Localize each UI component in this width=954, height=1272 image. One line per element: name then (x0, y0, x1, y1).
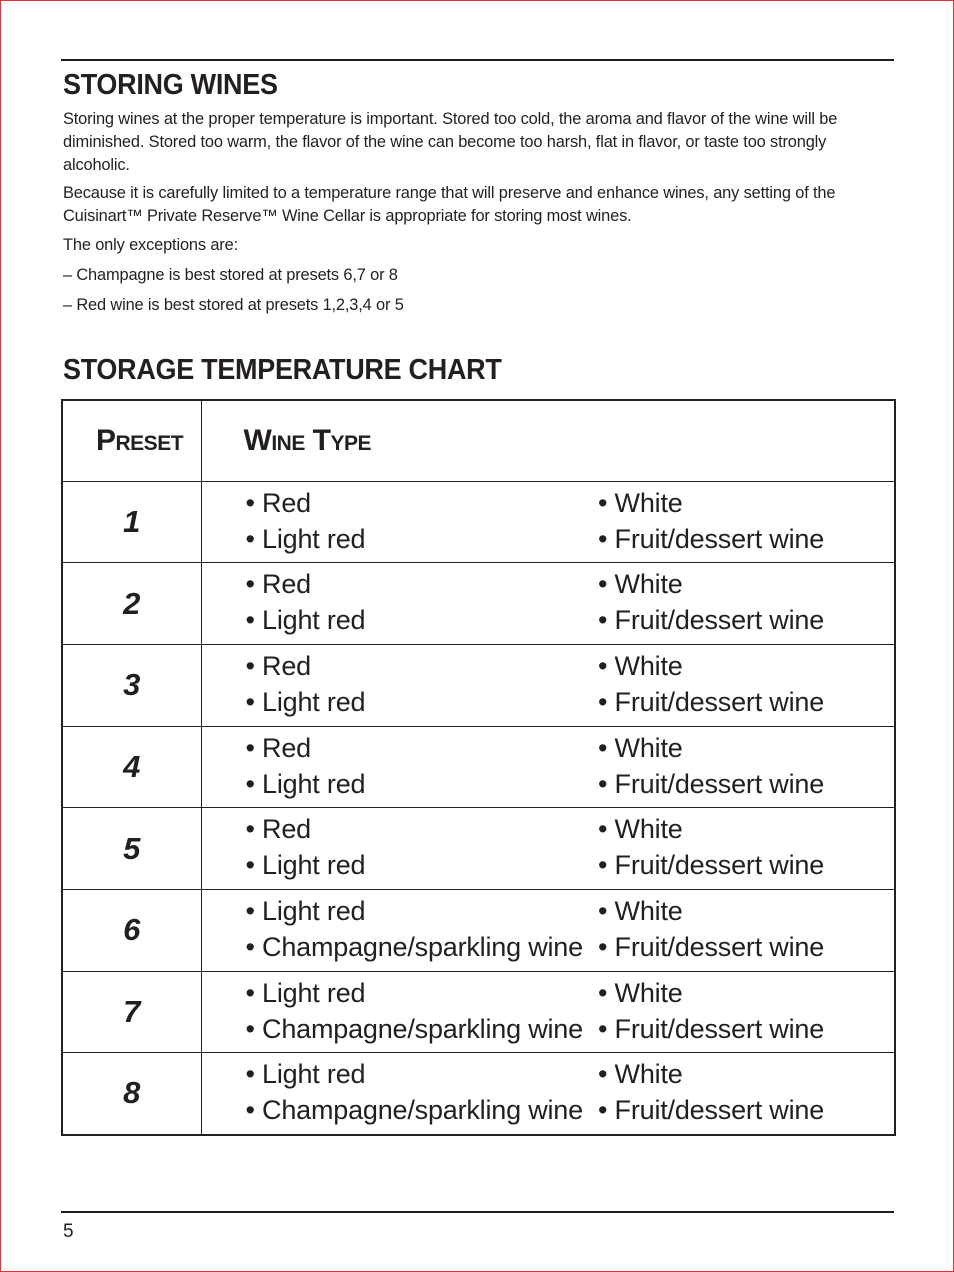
preset-number: 5 (123, 830, 141, 866)
wine-type-item: • Red (245, 814, 311, 845)
preset-cell (62, 1053, 201, 1135)
table-row (62, 808, 895, 890)
wine-type-item: • Fruit/dessert wine (598, 686, 825, 717)
wine-type-item: • Light red (245, 605, 366, 636)
table-row (62, 971, 895, 1053)
preset-number: 6 (123, 912, 141, 948)
preset-column-header: Preset (62, 400, 201, 481)
wine-type-cell (581, 726, 895, 808)
wine-type-item: • Champagne/sparkling wine (245, 1013, 583, 1044)
wine-type-item: • Light red (245, 768, 366, 799)
wine-type-item: • White (598, 1059, 683, 1090)
table-row (62, 481, 895, 563)
table-row (62, 889, 895, 971)
wine-type-item: • Light red (245, 895, 366, 926)
preset-cell (62, 563, 201, 645)
preset-number: 3 (123, 667, 141, 703)
preset-number: 2 (123, 585, 141, 621)
table-row (62, 644, 895, 726)
wine-type-item: • Fruit/dessert wine (598, 768, 825, 799)
wine-type-cell (201, 971, 581, 1053)
table-row (62, 726, 895, 808)
wine-type-item: • Fruit/dessert wine (598, 523, 825, 554)
wine-type-cell (581, 481, 895, 563)
storing-paragraph-2: Because it is carefully limited to a temperature range that will preserve and enhance wines, any setting of the Cuisinart™ Private Reserve™ Wine Cellar is appropriate for storing most wines. (63, 184, 836, 225)
wine-type-item: • White (598, 977, 683, 1008)
chart-title: STORAGE TEMPERATURE CHART (63, 354, 502, 386)
wine-type-cell (581, 644, 895, 726)
wine-type-item: • Light red (245, 850, 366, 881)
preset-cell (62, 889, 201, 971)
preset-number: 4 (123, 748, 141, 784)
wine-type-item: • Champagne/sparkling wine (245, 1095, 583, 1126)
wine-type-cell (581, 808, 895, 890)
preset-cell (62, 971, 201, 1053)
wine-type-item: • Fruit/dessert wine (598, 931, 825, 962)
table-header-row (62, 400, 895, 481)
table-row (62, 563, 895, 645)
wine-type-item: • Fruit/dessert wine (598, 605, 825, 636)
wine-type-cell (201, 889, 581, 971)
top-rule (61, 59, 894, 61)
wine-type-item: • Fruit/dessert wine (598, 1013, 825, 1044)
exceptions-intro: The only exceptions are: (63, 236, 238, 254)
wine-type-cell (201, 726, 581, 808)
preset-cell (62, 481, 201, 563)
storing-paragraph-1: Storing wines at the proper temperature is important. Stored too cold, the aroma and flavor of the wine will be diminished. Stored too warm, the flavor of the wine can become too harsh, flat in flavor, or taste too strongly alcoholic. (63, 110, 838, 174)
wine-type-item: • Champagne/sparkling wine (245, 931, 583, 962)
exception-red-wine: – Red wine is best stored at presets 1,2,3,4 or 5 (63, 296, 404, 314)
wine-type-item: • White (598, 569, 683, 600)
wine-type-item: • Light red (245, 686, 366, 717)
preset-cell (62, 808, 201, 890)
preset-number: 7 (123, 993, 141, 1029)
preset-cell (62, 644, 201, 726)
wine-type-cell (201, 563, 581, 645)
storing-wines-title: STORING WINES (63, 69, 278, 101)
wine-type-cell (201, 481, 581, 563)
wine-type-cell (201, 1053, 581, 1135)
wine-type-item: • Fruit/dessert wine (598, 850, 825, 881)
wine-type-cell (201, 644, 581, 726)
wine-type-item: • White (598, 732, 683, 763)
wine-type-item: • Light red (245, 523, 366, 554)
bottom-rule (61, 1211, 894, 1213)
wine-type-item: • Red (245, 650, 311, 681)
wine-type-cell (581, 563, 895, 645)
storage-temperature-table (61, 399, 896, 1136)
wine-type-item: • White (598, 895, 683, 926)
wine-type-item: • Red (245, 569, 311, 600)
exception-champagne: – Champagne is best stored at presets 6,7 or 8 (63, 266, 398, 284)
wine-type-item: • White (598, 814, 683, 845)
wine-type-item: • Red (245, 732, 311, 763)
wine-type-item: • Fruit/dessert wine (598, 1095, 825, 1126)
wine-type-item: • White (598, 650, 683, 681)
page-number: 5 (63, 1221, 74, 1242)
wine-type-column-header: Wine Type (201, 400, 895, 481)
wine-type-item: • White (598, 487, 683, 518)
wine-type-cell (581, 889, 895, 971)
wine-type-cell (581, 971, 895, 1053)
preset-number: 1 (123, 503, 141, 539)
table-row (62, 1053, 895, 1135)
preset-number: 8 (123, 1075, 141, 1111)
wine-type-cell (201, 808, 581, 890)
wine-type-item: • Light red (245, 1059, 366, 1090)
wine-type-item: • Red (245, 487, 311, 518)
wine-type-item: • Light red (245, 977, 366, 1008)
preset-cell (62, 726, 201, 808)
wine-type-cell (581, 1053, 895, 1135)
